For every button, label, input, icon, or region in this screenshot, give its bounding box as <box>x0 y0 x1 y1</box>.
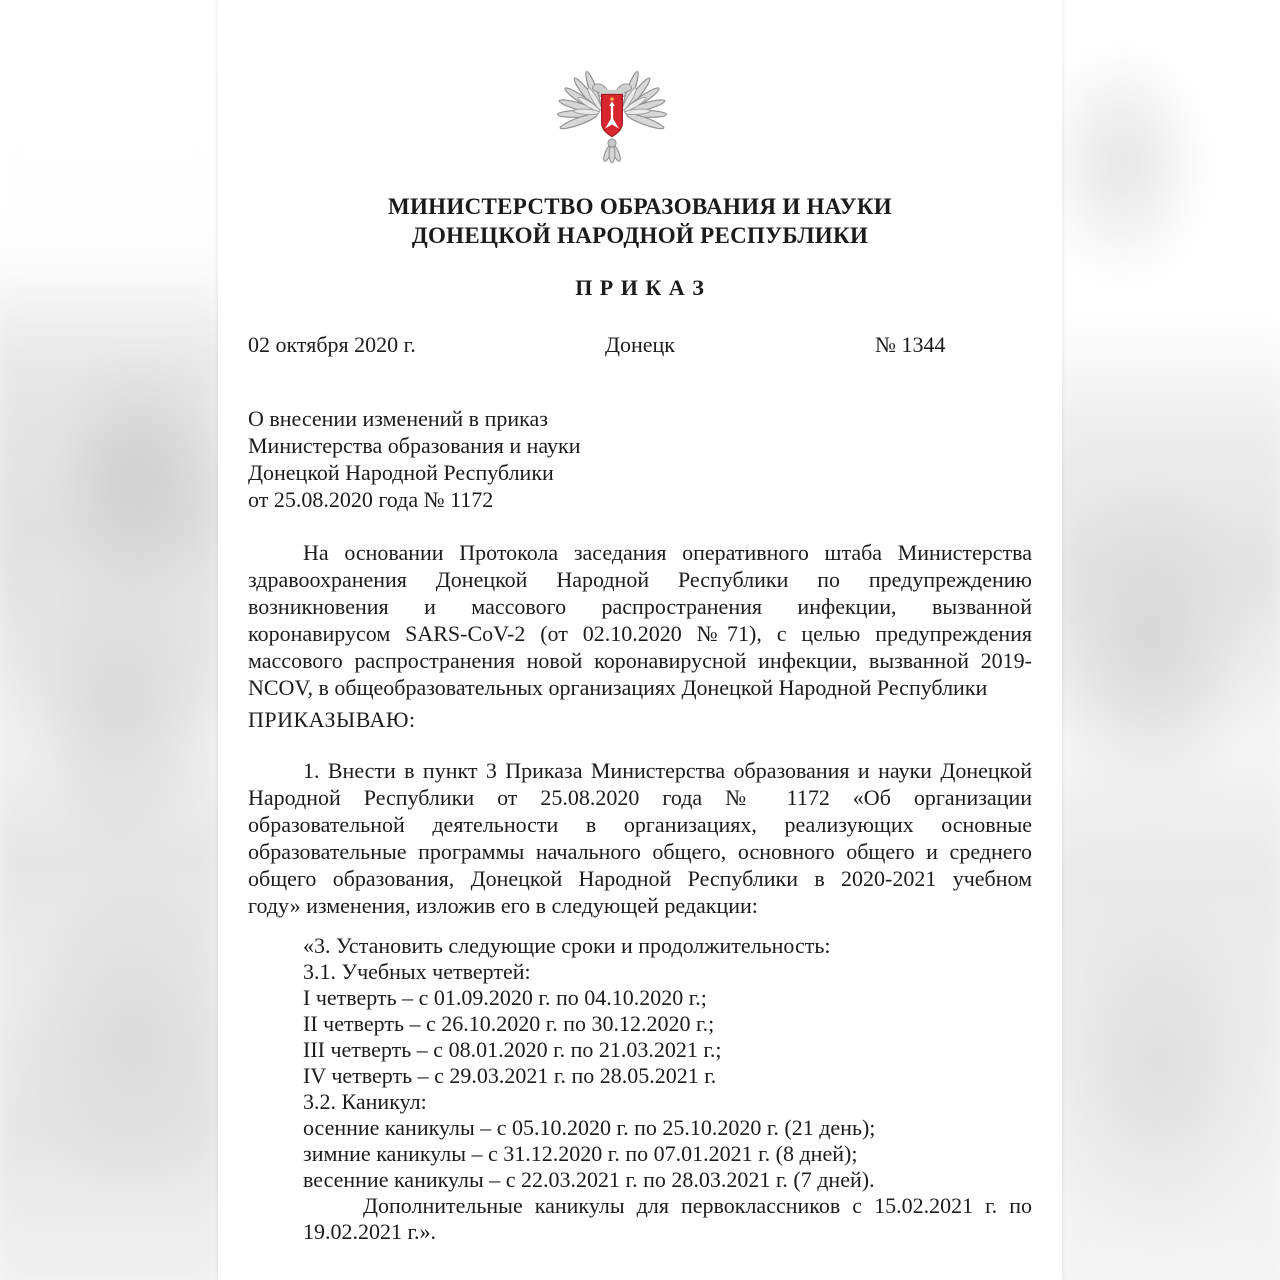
blurred-backdrop-right <box>1050 0 1280 1280</box>
schedule-line: II четверть – с 26.10.2020 г. по 30.12.2020 г.; <box>303 1011 715 1036</box>
date-city-number-row <box>248 331 1032 358</box>
intro-line: массового распространения новой коронавирусной инфекции, вызванной 2019- <box>248 648 1032 673</box>
intro-line: На основании Протокола заседания оперативного штаба Министерства <box>303 540 1032 565</box>
coat-of-arms-icon <box>548 62 676 172</box>
intro-line: коронавирусом SARS-CoV-2 (от 02.10.2020 №71), с целью предупреждения <box>248 621 1032 646</box>
schedule-line: 3.2. Каникул: <box>303 1089 427 1114</box>
additional-holidays-paragraph <box>303 1193 1032 1245</box>
intro-paragraph <box>248 539 1032 701</box>
item1-line: образовательные программы начального общего, основного общего и среднего <box>248 839 1032 864</box>
schedule-line: IV четверть – с 29.03.2021 г. по 28.05.2021 г. <box>303 1063 717 1088</box>
subject-line: от 25.08.2020 года № 1172 <box>248 487 494 512</box>
item1-line: образовательной деятельности в организациях, реализующих основные <box>248 812 1032 837</box>
schedule-line: весенние каникулы – с 22.03.2021 г. по 28.03.2021 г. (7 дней). <box>303 1167 875 1192</box>
ministry-heading <box>248 192 1032 250</box>
schedule-line: 3.1. Учебных четвертей: <box>303 959 531 984</box>
item1-line: Народной Республики от 25.08.2020 года № 1172 «Об организации <box>248 785 1032 810</box>
additional-holidays-line: Дополнительные каникулы для первоклассников с 15.02.2021 г. по <box>363 1193 1032 1218</box>
item1-line: году» изменения, изложив его в следующей редакции: <box>248 893 758 918</box>
subject-line: Донецкой Народной Республики <box>248 460 554 485</box>
orders-word: ПРИКАЗЫВАЮ: <box>248 707 416 732</box>
document-subject <box>248 405 1032 513</box>
document-number: № 1344 <box>875 332 946 357</box>
subject-line: Министерства образования и науки <box>248 433 581 458</box>
schedule-line: зимние каникулы – с 31.12.2020 г. по 07.01.2021 г. (8 дней); <box>303 1141 858 1166</box>
additional-holidays-line: 19.02.2021 г.». <box>303 1219 437 1244</box>
intro-line: здравоохранения Донецкой Народной Республики по предупреждению <box>248 567 1032 592</box>
item1-line: общего образования, Донецкой Народной Республики в 2020-2021 учебном <box>248 866 1032 891</box>
document-type-title: П Р И К А З <box>575 275 705 300</box>
schedule-line: осенние каникулы – с 05.10.2020 г. по 25.10.2020 г. (21 день); <box>303 1115 876 1140</box>
ministry-line-2: ДОНЕЦКОЙ НАРОДНОЙ РЕСПУБЛИКИ <box>411 223 869 248</box>
intro-line: возникновения и массового распространения инфекции, вызванной <box>248 594 1032 619</box>
schedule-line: III четверть – с 08.01.2020 г. по 21.03.2021 г.; <box>303 1037 722 1062</box>
blurred-backdrop-left <box>0 0 230 1280</box>
subject-line: О внесении изменений в приказ <box>248 406 548 431</box>
schedule-line: I четверть – с 01.09.2020 г. по 04.10.2020 г.; <box>303 985 707 1010</box>
schedule-line: «3. Установить следующие сроки и продолжительность: <box>303 933 831 958</box>
document-city: Донецк <box>604 332 676 357</box>
intro-line: NCOV, в общеобразовательных организациях Донецкой Народной Республики <box>248 675 988 700</box>
document-date: 02 октября 2020 г. <box>248 332 416 357</box>
quoted-schedule-block <box>303 933 1032 1245</box>
ministry-line-1: МИНИСТЕРСТВО ОБРАЗОВАНИЯ И НАУКИ <box>387 194 892 219</box>
order-item-1 <box>248 757 1032 919</box>
document-page <box>218 0 1062 1280</box>
item1-line: 1. Внести в пункт 3 Приказа Министерства образования и науки Донецкой <box>303 758 1032 783</box>
